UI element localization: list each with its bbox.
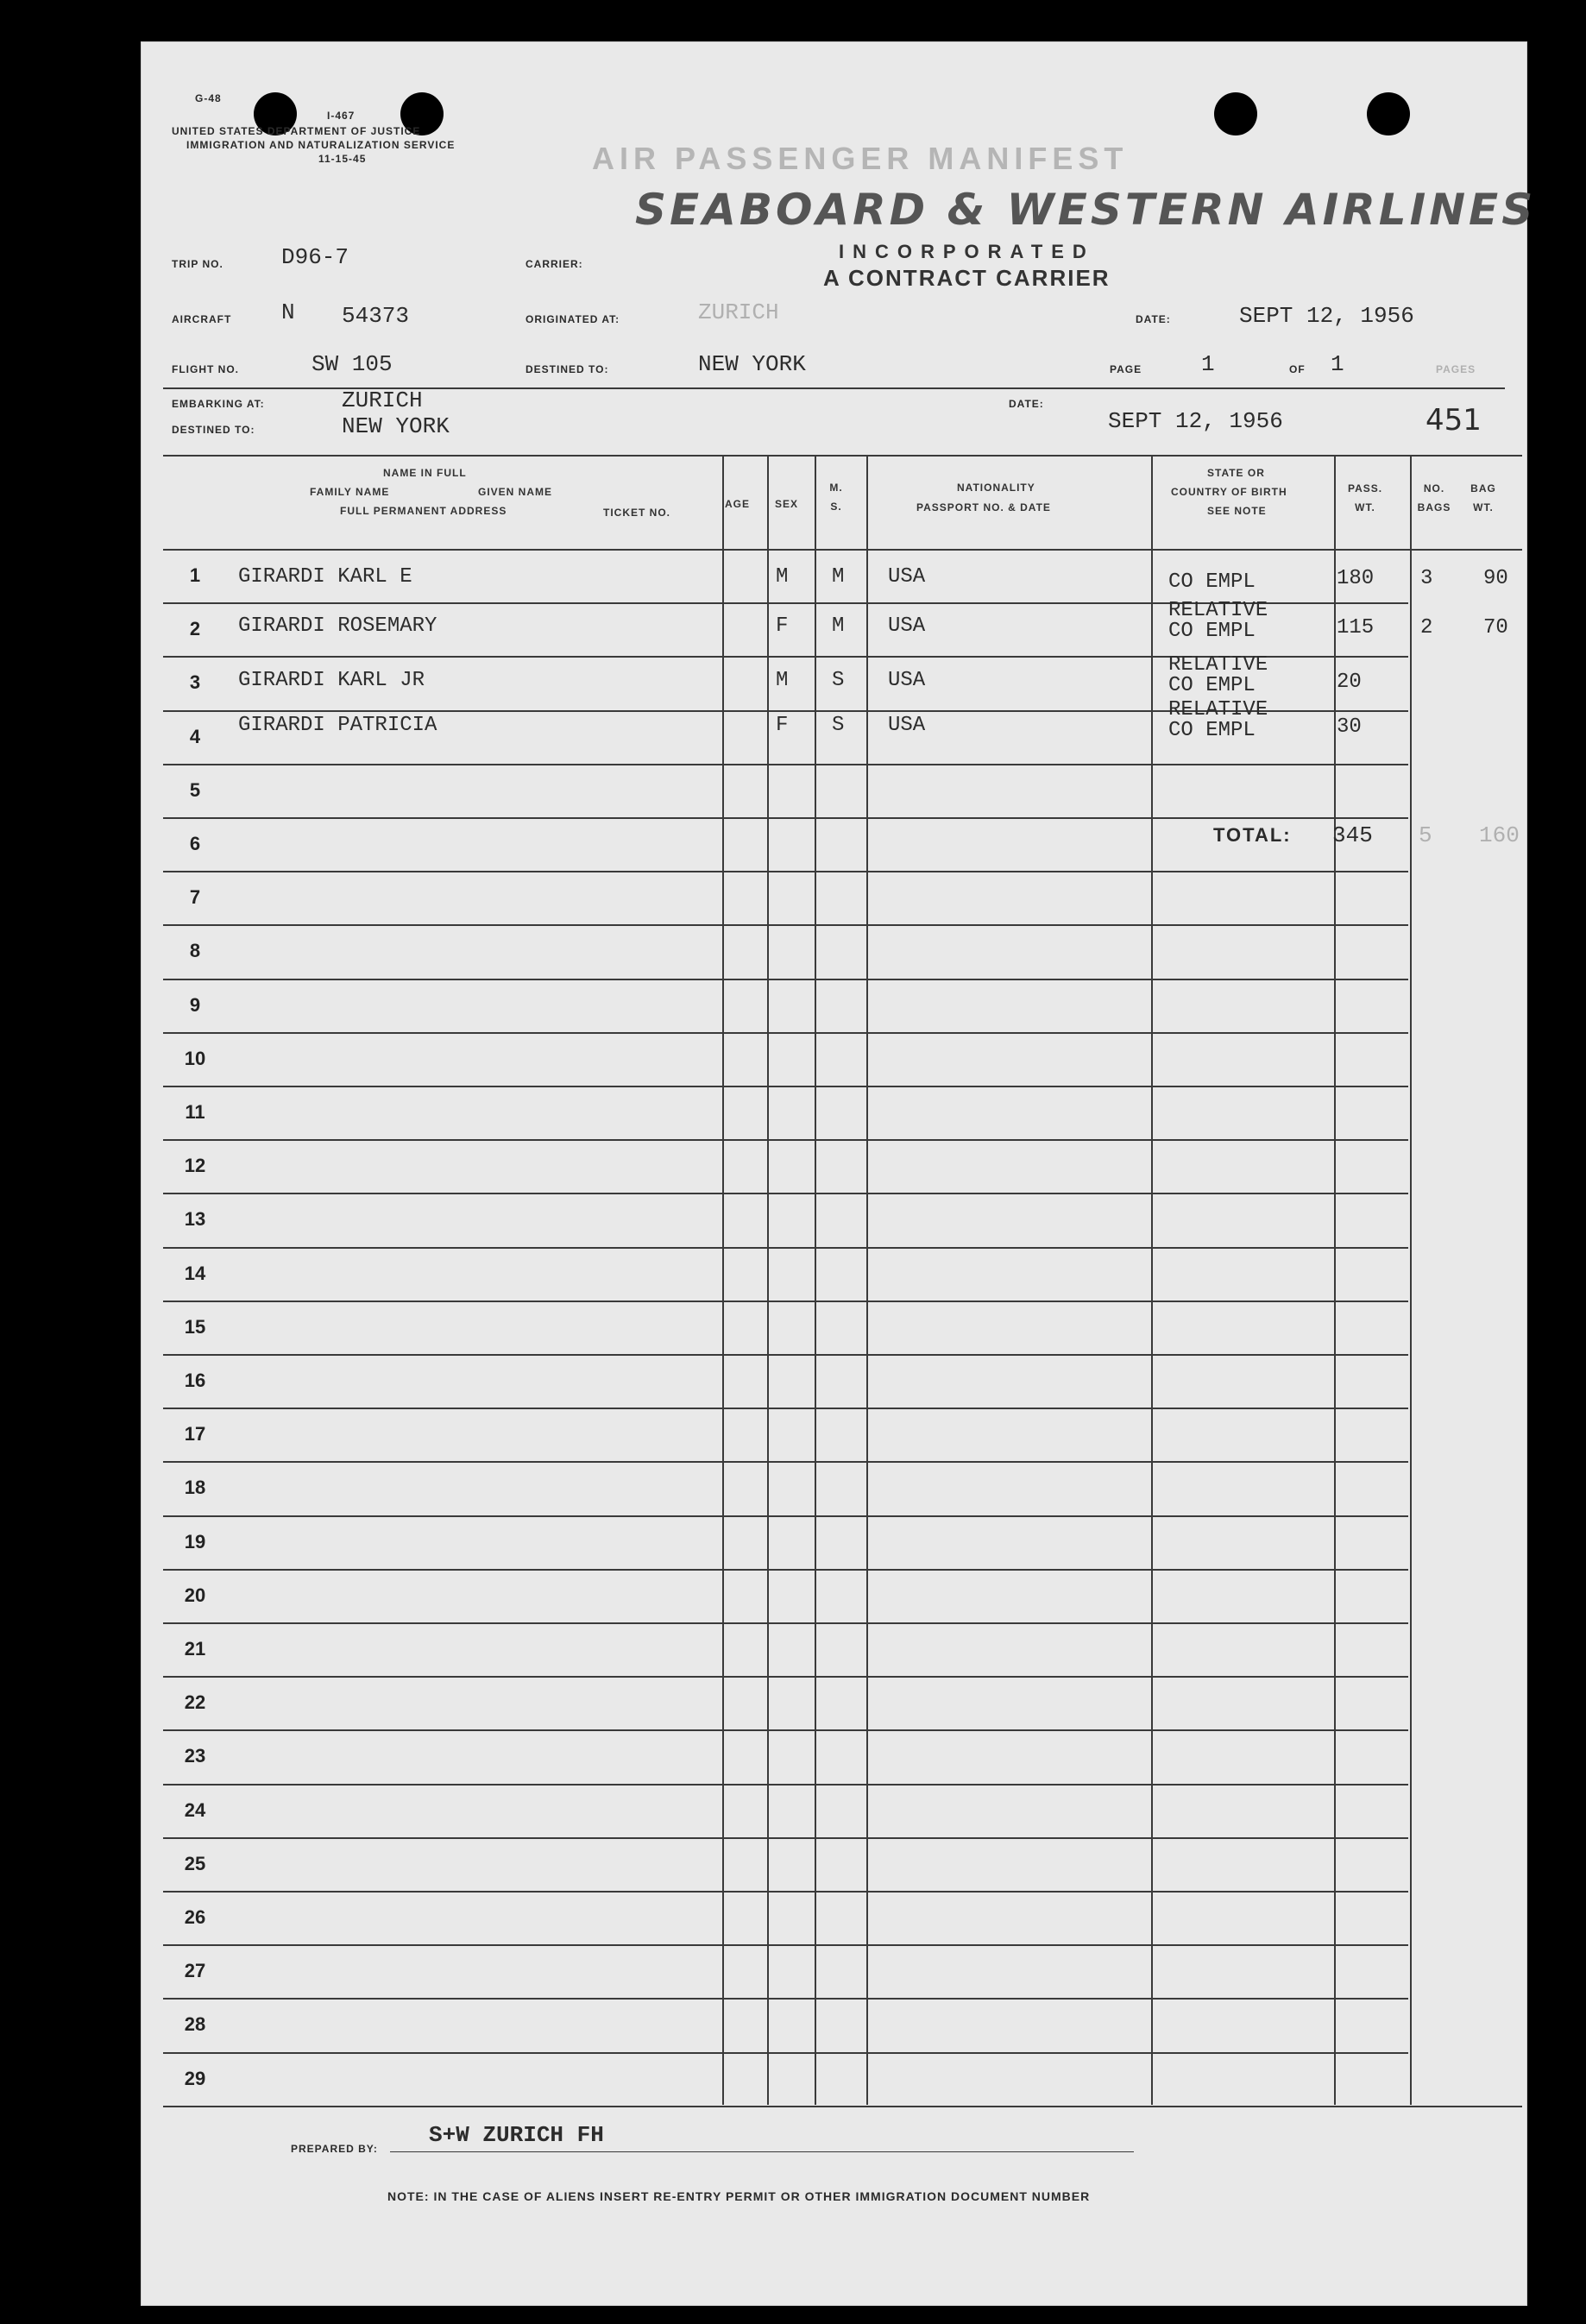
row-line xyxy=(163,1139,1408,1141)
passenger-sex: M xyxy=(776,669,789,692)
page-label: PAGE xyxy=(1110,363,1142,375)
date-value-2: SEPT 12, 1956 xyxy=(1108,408,1283,434)
row-number: 10 xyxy=(184,1048,206,1069)
row-line xyxy=(163,1086,1408,1087)
header-age: AGE xyxy=(725,498,751,510)
col-bags-line xyxy=(1410,455,1412,2105)
carrier-label: CARRIER: xyxy=(526,258,583,270)
passenger-bag-weight: 90 xyxy=(1483,567,1508,590)
passenger-nationality: USA xyxy=(888,714,926,737)
row-line xyxy=(163,1408,1408,1409)
manifest-title: AIR PASSENGER MANIFEST xyxy=(592,141,1129,176)
passenger-weight: 20 xyxy=(1337,671,1362,694)
row-line xyxy=(163,1354,1408,1356)
manifest-sheet xyxy=(141,41,1537,2306)
row-line xyxy=(163,1569,1408,1571)
sheet-number: 451 xyxy=(1426,403,1482,438)
row-line xyxy=(163,2052,1408,2054)
passenger-bags: 3 xyxy=(1420,567,1433,590)
row-number: 17 xyxy=(184,1423,206,1445)
header-passport: PASSPORT NO. & DATE xyxy=(916,501,1051,513)
form-code: G-48 xyxy=(195,92,222,104)
row-number: 12 xyxy=(184,1155,206,1176)
header-sex: SEX xyxy=(775,498,799,510)
row-number: 16 xyxy=(184,1370,206,1391)
flight-no-value: SW 105 xyxy=(312,351,393,377)
row-line xyxy=(163,924,1408,926)
row-number: 27 xyxy=(184,1960,206,1981)
row-line xyxy=(163,1729,1408,1731)
passenger-nationality: USA xyxy=(888,669,926,692)
punch-hole xyxy=(1214,92,1257,135)
row-number: 11 xyxy=(185,1101,205,1123)
destined-value: NEW YORK xyxy=(698,351,806,377)
row-number: 6 xyxy=(189,833,201,854)
date-label: DATE: xyxy=(1136,313,1171,325)
trip-no-value: D96-7 xyxy=(281,244,349,270)
passenger-birth-line1: RELATIVE xyxy=(1168,599,1268,622)
prepared-by-label: PREPARED BY: xyxy=(291,2143,378,2155)
date-value: SEPT 12, 1956 xyxy=(1239,303,1414,329)
col-birth-line xyxy=(1151,455,1153,2105)
passenger-birth-line1: RELATIVE xyxy=(1168,698,1268,721)
row-line xyxy=(163,817,1408,819)
row-number: 7 xyxy=(189,886,201,908)
row-line xyxy=(163,1515,1408,1517)
col-pass-wt-line xyxy=(1334,455,1336,2105)
agency-line-1: UNITED STATES DEPARTMENT OF JUSTICE xyxy=(172,125,421,137)
row-line xyxy=(163,1032,1408,1034)
row-number: 21 xyxy=(184,1638,206,1660)
header-address: FULL PERMANENT ADDRESS xyxy=(340,505,507,517)
row-number: 22 xyxy=(184,1691,206,1713)
col-sex-line xyxy=(767,455,769,2105)
aircraft-label: AIRCRAFT xyxy=(172,313,232,325)
row-number: 9 xyxy=(189,994,201,1016)
passenger-marital-status: S xyxy=(832,669,845,692)
destined-label-2: DESTINED TO: xyxy=(172,424,255,436)
passenger-sex: F xyxy=(776,714,789,737)
header-nationality: NATIONALITY xyxy=(957,482,1035,494)
header-family-name: FAMILY NAME xyxy=(310,486,390,498)
row-line xyxy=(163,871,1408,872)
passenger-weight: 180 xyxy=(1337,567,1375,590)
passenger-sex: F xyxy=(776,614,789,638)
destined-label: DESTINED TO: xyxy=(526,363,609,375)
originated-value: ZURICH xyxy=(698,299,779,325)
passenger-weight: 30 xyxy=(1337,715,1362,739)
prepared-by-line xyxy=(390,2151,1134,2152)
header-see-note: SEE NOTE xyxy=(1207,505,1267,517)
row-number: 15 xyxy=(184,1316,206,1338)
row-line xyxy=(163,2106,1522,2107)
immigration-note: NOTE: IN THE CASE OF ALIENS INSERT RE-ENTRY PERMIT OR OTHER IMMIGRATION DOCUMENT NUMBER xyxy=(387,2189,1091,2203)
passenger-nationality: USA xyxy=(888,614,926,638)
originated-label: ORIGINATED AT: xyxy=(526,313,620,325)
aircraft-value: 54373 xyxy=(342,303,410,329)
row-number: 18 xyxy=(184,1477,206,1498)
pages-label: PAGES xyxy=(1436,363,1476,375)
col-age-line xyxy=(722,455,724,2105)
passenger-name: GIRARDI KARL JR xyxy=(238,669,425,692)
of-label: OF xyxy=(1289,363,1306,375)
passenger-birth-line2: CO EMPL xyxy=(1168,570,1256,594)
row-number: 19 xyxy=(184,1531,206,1552)
header-ticket-no: TICKET NO. xyxy=(603,507,670,519)
header-no-bags: NO. BAGS xyxy=(1417,482,1451,513)
trip-no-label: TRIP NO. xyxy=(172,258,223,270)
row-line xyxy=(163,979,1408,980)
header-state-or: STATE OR xyxy=(1207,467,1265,479)
row-number: 23 xyxy=(184,1745,206,1767)
row-number: 14 xyxy=(184,1263,206,1284)
row-number: 2 xyxy=(189,618,201,639)
total-bag-weight: 160 xyxy=(1479,822,1520,848)
punch-hole xyxy=(1367,92,1410,135)
row-line xyxy=(163,1998,1408,2000)
passenger-name: GIRARDI ROSEMARY xyxy=(238,614,437,638)
passenger-nationality: USA xyxy=(888,565,926,589)
passenger-birth-line2: CO EMPL xyxy=(1168,674,1256,697)
total-bags: 5 xyxy=(1419,822,1432,848)
header-country-birth: COUNTRY OF BIRTH xyxy=(1171,486,1287,498)
header-bag-wt: BAG WT. xyxy=(1470,482,1496,513)
prepared-by-value: S+W ZURICH FH xyxy=(429,2122,604,2148)
header-name-in-full: NAME IN FULL xyxy=(383,467,467,479)
row-line xyxy=(163,1622,1408,1624)
row-line xyxy=(163,1676,1408,1678)
col-nationality-line xyxy=(866,455,868,2105)
row-line xyxy=(163,1784,1408,1786)
passenger-bag-weight: 70 xyxy=(1483,616,1508,639)
row-number: 29 xyxy=(184,2068,206,2089)
passenger-marital-status: S xyxy=(832,714,845,737)
row-number: 3 xyxy=(189,671,201,693)
passenger-bags: 2 xyxy=(1420,616,1433,639)
of-value: 1 xyxy=(1331,351,1344,377)
row-number: 25 xyxy=(184,1853,206,1874)
header-given-name: GIVEN NAME xyxy=(478,486,553,498)
row-line xyxy=(163,1193,1408,1194)
embarking-label: EMBARKING AT: xyxy=(172,398,265,410)
row-number: 28 xyxy=(184,2013,206,2035)
row-number: 13 xyxy=(184,1208,206,1230)
passenger-birth-line2: CO EMPL xyxy=(1168,719,1256,742)
row-line xyxy=(163,1944,1408,1946)
incorporated-text: INCORPORATED xyxy=(839,241,1095,262)
passenger-marital-status: M xyxy=(832,614,845,638)
passenger-name: GIRARDI KARL E xyxy=(238,565,412,589)
header-bottom-border xyxy=(163,549,1522,551)
total-weight: 345 xyxy=(1332,822,1373,848)
table-top-border xyxy=(163,455,1522,457)
row-line xyxy=(163,1891,1408,1893)
embarking-value: ZURICH xyxy=(342,387,423,413)
form-number: I-467 xyxy=(327,110,356,122)
col-ms-line xyxy=(815,455,816,2105)
contract-carrier-text: A CONTRACT CARRIER xyxy=(823,265,1111,291)
destined-value-2: NEW YORK xyxy=(342,413,450,439)
row-line xyxy=(163,1247,1408,1249)
page-value: 1 xyxy=(1201,351,1215,377)
form-date: 11-15-45 xyxy=(318,153,367,165)
header-pass-wt: PASS. WT. xyxy=(1348,482,1383,513)
row-number: 5 xyxy=(189,779,201,801)
row-number: 20 xyxy=(184,1584,206,1606)
date-label-2: DATE: xyxy=(1009,398,1044,410)
passenger-weight: 115 xyxy=(1337,616,1375,639)
row-line xyxy=(163,1461,1408,1463)
row-number: 1 xyxy=(189,564,201,586)
passenger-sex: M xyxy=(776,565,789,589)
aircraft-prefix: N xyxy=(281,299,295,325)
row-number: 4 xyxy=(189,726,201,747)
row-number: 24 xyxy=(184,1799,206,1821)
agency-line-2: IMMIGRATION AND NATURALIZATION SERVICE xyxy=(186,139,456,151)
passenger-marital-status: M xyxy=(832,565,845,589)
passenger-birth-line1: RELATIVE xyxy=(1168,653,1268,677)
row-line xyxy=(163,1837,1408,1839)
passenger-birth-line2: CO EMPL xyxy=(1168,620,1256,643)
row-line xyxy=(163,1301,1408,1302)
row-line xyxy=(163,764,1408,765)
airline-name: SEABOARD & WESTERN AIRLINES xyxy=(635,185,1537,235)
row-number: 8 xyxy=(189,940,201,961)
row-number: 26 xyxy=(184,1906,206,1928)
flight-no-label: FLIGHT NO. xyxy=(172,363,239,375)
total-label: TOTAL: xyxy=(1213,824,1292,846)
header-ms: M. S. xyxy=(829,482,843,513)
passenger-name: GIRARDI PATRICIA xyxy=(238,714,437,737)
